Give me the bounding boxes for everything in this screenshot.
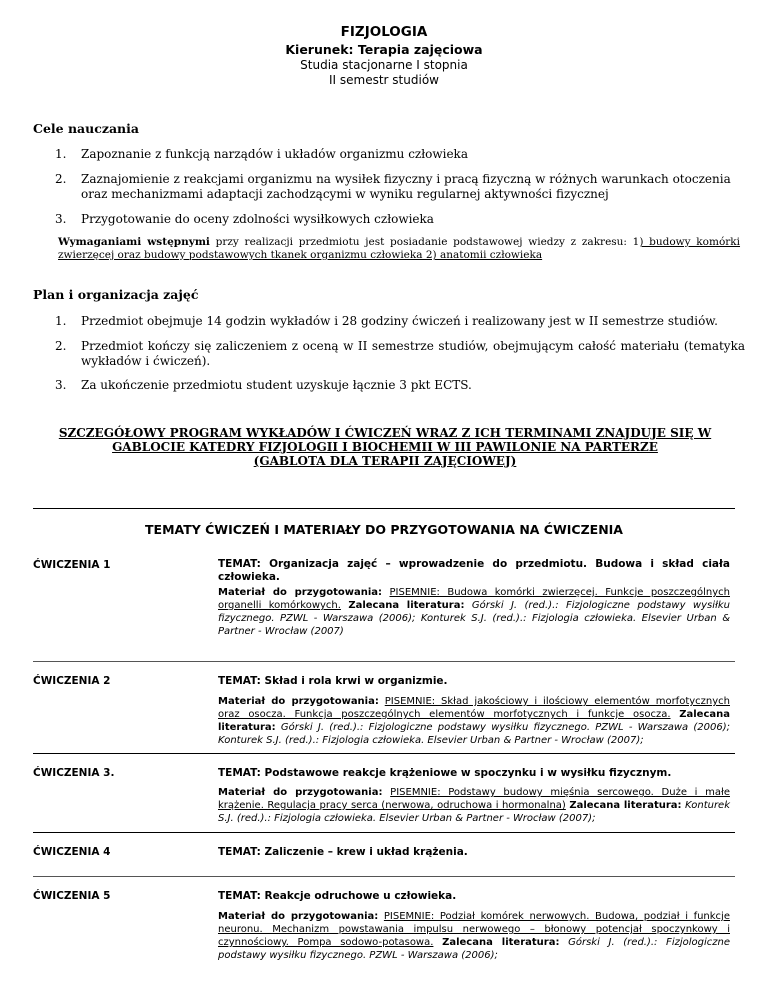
material-label: Materiał do przygotowania: xyxy=(218,911,379,922)
exercise-label: ĆWICZENIA 3. xyxy=(33,767,115,779)
material-text: PISEMNIE: Podstawy budowy mięśnia sercowego. Duże i małe krążenie. Regulacja pracy serca (nerwowa, odruchowa i hormonalna) xyxy=(218,787,730,811)
plan-list xyxy=(55,314,745,329)
divider xyxy=(33,508,735,509)
literature-label: Zalecana literatura: xyxy=(442,937,560,948)
goal-item xyxy=(55,172,745,202)
goal-text: Zaznajomienie z reakcjami organizmu na wysiłek fizyczny i pracą fizyczną w różnych warunkach otoczenia oraz mechanizmami adaptacji zachodzącymi w wyniku regularnej aktywności fizycznej xyxy=(81,172,731,201)
prereq-text: przy realizacji przedmiotu jest posiadanie podstawowej wiedzy z zakresu: 1 xyxy=(209,236,640,248)
material-text: PISEMNIE: Budowa komórki zwierzęcej. Funkcje poszczególnych organelli komórkowych. xyxy=(218,587,730,611)
plan-text: Przedmiot kończy się zaliczeniem z oceną w II semestrze studiów, obejmującym całość materiału (tematyka wykładów i ćwiczeń). xyxy=(81,339,745,368)
goal-item xyxy=(55,147,745,162)
exercises-title: TEMATY ĆWICZEŃ I MATERIAŁY DO PRZYGOTOWANIA NA ĆWICZENIA xyxy=(145,522,623,537)
goal-text: Zapoznanie z funkcją narządów i układów organizmu człowieka xyxy=(81,147,468,161)
announcement-line: GABLOCIE KATEDRY FIZJOLOGII I BIOCHEMII W III PAWILONIE NA PARTERZE xyxy=(112,440,658,454)
material-text: PISEMNIE: Podział komórek nerwowych. Budowa, podział i funkcje neuronu. Mechanizm powstawania impulsu nerwowego – błonowy potencjał spoczynkowy i czynnościowy. Pompa sodowo-potasowa. xyxy=(218,911,730,948)
literature-label: Zalecana literatura: xyxy=(218,709,730,733)
document-title: FIZJOLOGIA xyxy=(340,24,428,40)
exercise-label: ĆWICZENIA 5 xyxy=(33,890,111,902)
plan-number: 2. xyxy=(55,339,67,353)
goal-text: Przygotowanie do oceny zdolności wysiłkowych człowieka xyxy=(81,212,434,226)
plan-item xyxy=(55,339,745,369)
announcement-line: (GABLOTA DLA TERAPII ZAJĘCIOWEJ) xyxy=(253,454,517,468)
literature-text: Górski J. (red.).: Fizjologiczne podstawy wysiłku fizycznego. PZWL - Warszawa (2006); Konturek S.J. (red.).: Fizjologia człowieka. Elsevier Urban & Partner - Wrocław (2007); xyxy=(218,722,730,746)
plan-number: 3. xyxy=(55,378,67,392)
study-mode: Studia stacjonarne I stopnia xyxy=(300,58,468,72)
plan-heading: Plan i organizacja zajęć xyxy=(33,287,199,302)
goal-number: 3. xyxy=(55,212,67,226)
plan-list-2 xyxy=(55,339,745,369)
exercise-label: ĆWICZENIA 4 xyxy=(33,846,111,858)
exercise-topic: TEMAT: Reakcje odruchowe u człowieka. xyxy=(218,890,457,902)
material-label: Materiał do przygotowania: xyxy=(218,587,383,598)
literature-label: Zalecana literatura: xyxy=(348,600,465,611)
material-label: Materiał do przygotowania: xyxy=(218,696,379,707)
exercise-material xyxy=(218,586,730,638)
goal-number: 1. xyxy=(55,147,67,161)
prereq-bold: Wymaganiami wstępnymi xyxy=(58,236,210,248)
exercise-topic: TEMAT: Organizacja zajęć – wprowadzenie do przedmiotu. Budowa i skład ciała człowieka. xyxy=(218,558,730,583)
goals-list-2 xyxy=(55,172,745,202)
goals-list xyxy=(55,147,745,162)
divider xyxy=(33,876,735,877)
announcement-line: SZCZEGÓŁOWY PROGRAM WYKŁADÓW I ĆWICZEŃ WRAZ Z ICH TERMINAMI ZNAJDUJE SIĘ W xyxy=(58,426,712,440)
exercise-topic: TEMAT: Podstawowe reakcje krążeniowe w spoczynku i w wysiłku fizycznym. xyxy=(218,767,672,779)
divider xyxy=(33,832,735,833)
goal-number: 2. xyxy=(55,172,67,186)
literature-text: Górski J. (red.).: Fizjologiczne podstawy wysiłku fizycznego. PZWL - Warszawa (2006); xyxy=(218,937,730,961)
exercise-topic: TEMAT: Skład i rola krwi w organizmie. xyxy=(218,675,448,687)
exercise-topic: TEMAT: Zaliczenie – krew i układ krążenia. xyxy=(218,846,468,858)
exercise-material xyxy=(218,910,730,962)
plan-list-3 xyxy=(55,378,745,393)
divider xyxy=(33,753,735,754)
plan-item xyxy=(55,314,745,329)
exercise-material xyxy=(218,695,730,747)
exercise-material xyxy=(218,786,730,825)
divider xyxy=(33,661,735,662)
goal-item xyxy=(55,212,745,227)
plan-text: Za ukończenie przedmiotu student uzyskuje łącznie 3 pkt ECTS. xyxy=(81,378,472,392)
goals-heading: Cele nauczania xyxy=(33,121,139,136)
exercise-label: ĆWICZENIA 2 xyxy=(33,675,111,687)
plan-text: Przedmiot obejmuje 14 godzin wykładów i 28 godziny ćwiczeń i realizowany jest w II semestrze studiów. xyxy=(81,314,718,328)
prerequisites xyxy=(58,236,740,262)
semester: II semestr studiów xyxy=(329,73,439,87)
plan-item xyxy=(55,378,745,393)
program-announcement xyxy=(40,426,730,468)
field-of-study: Kierunek: Terapia zajęciowa xyxy=(285,42,483,57)
exercise-label: ĆWICZENIA 1 xyxy=(33,559,111,571)
goals-list-3 xyxy=(55,212,745,227)
material-label: Materiał do przygotowania: xyxy=(218,787,383,798)
literature-text: Konturek S.J. (red.).: Fizjologia człowieka. Elsevier Urban & Partner - Wrocław (2007); xyxy=(218,800,731,824)
material-text: PISEMNIE: Skład jakościowy i ilościowy elementów morfotycznych oraz osocza. Funkcja poszczególnych elementów morfotycznych i funkcje osocza. xyxy=(218,696,730,720)
plan-number: 1. xyxy=(55,314,67,328)
prereq-underlined: ) budowy komórki zwierzęcej oraz budowy podstawowych tkanek organizmu człowieka 2) anatomii człowieka xyxy=(58,236,741,261)
literature-text: Górski J. (red.).: Fizjologiczne podstawy wysiłku fizycznego. PZWL - Warszawa (2006); Konturek S.J. (red.).: Fizjologia człowieka. Elsevier Urban & Partner - Wrocław (2007) xyxy=(218,600,730,637)
literature-label: Zalecana literatura: xyxy=(569,800,682,811)
